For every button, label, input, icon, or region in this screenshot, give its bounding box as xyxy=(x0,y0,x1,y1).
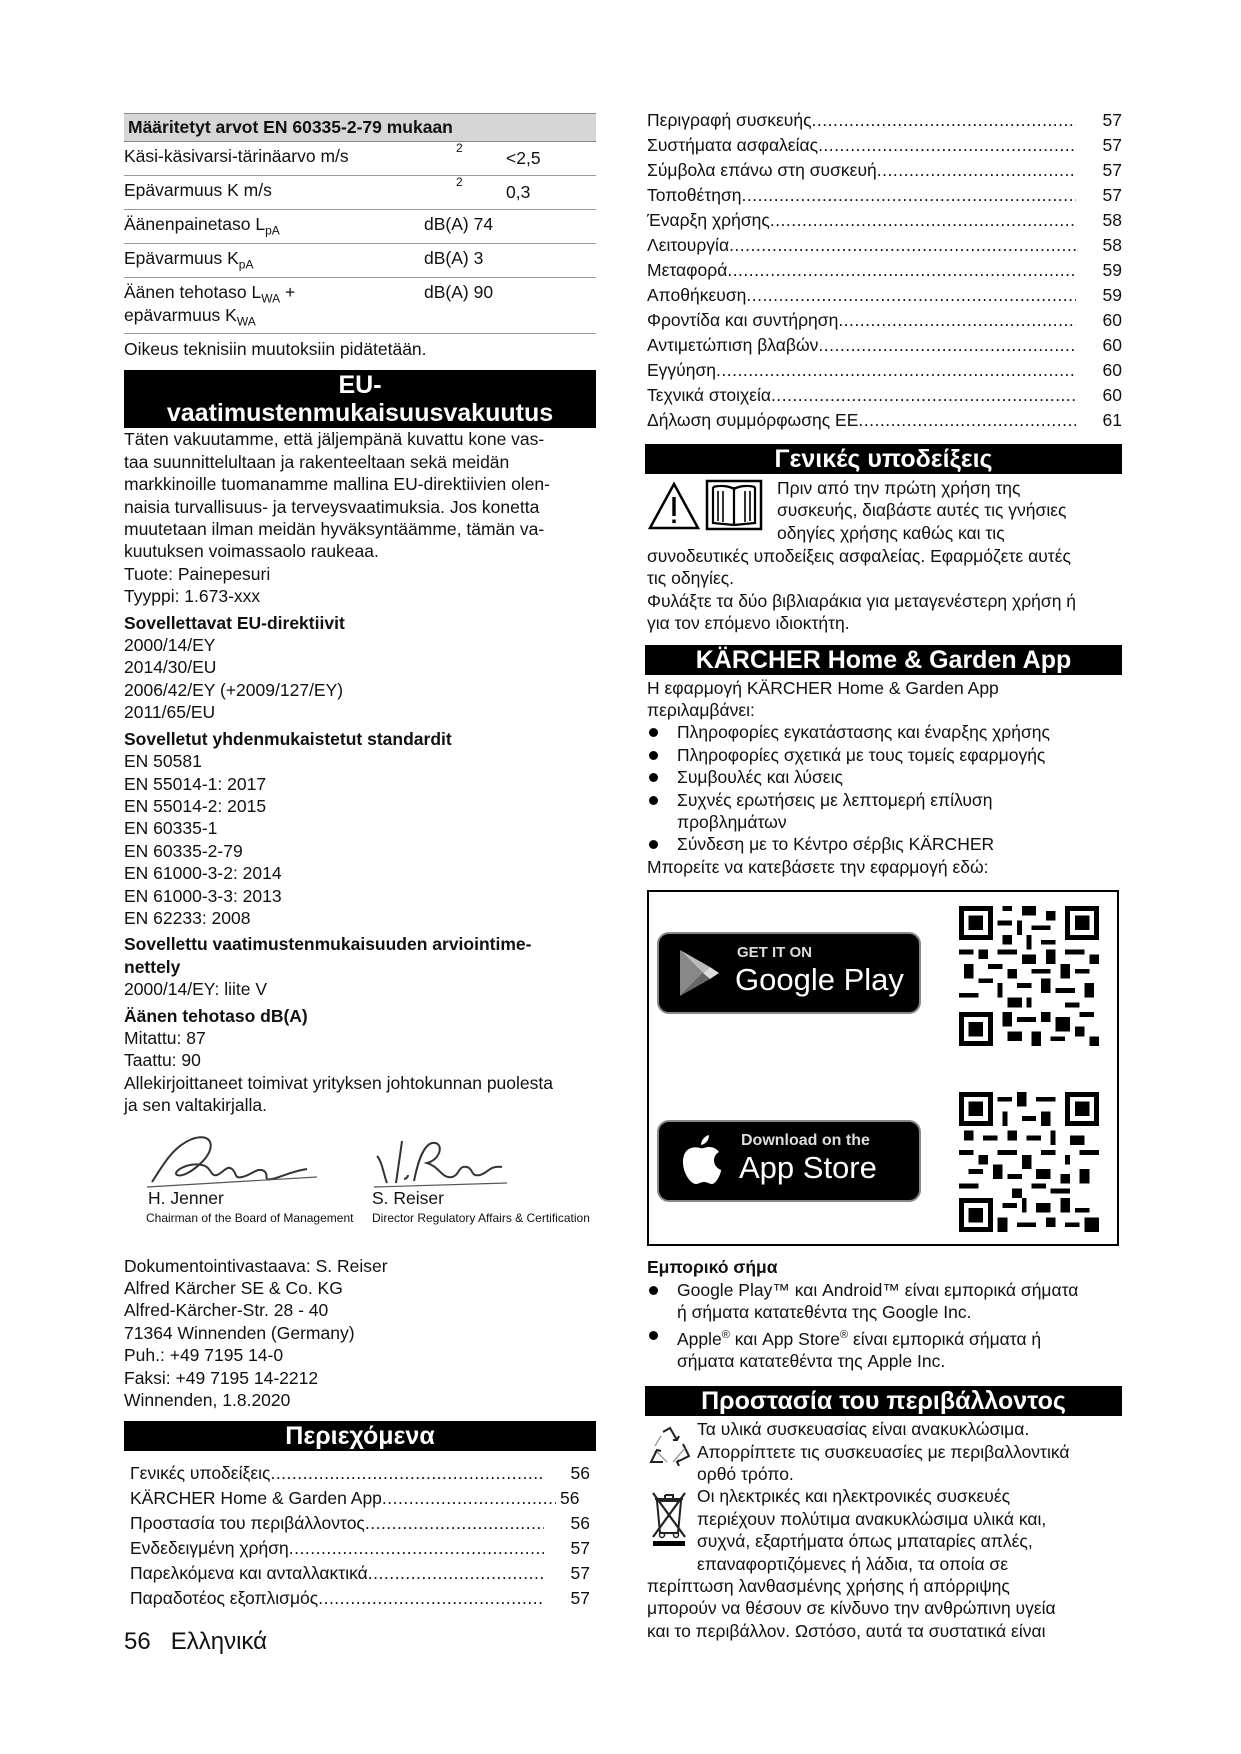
right-column xyxy=(647,108,1122,1642)
general-notes-text xyxy=(777,477,1066,544)
text-line: περίπτωση λανθασμένης χρήσης ή απόρριψης xyxy=(647,1575,1010,1596)
text-line: naisia turvallisuus- ja terveysvaatimuksia. Jos konetta xyxy=(124,496,540,517)
crossed-bin-icon xyxy=(649,1489,689,1547)
toc-item[interactable] xyxy=(647,283,1122,308)
toc-title: Φροντίδα και συντήρηση xyxy=(647,310,839,330)
bullet-text: Συχνές ερωτήσεις με λεπτομερή επίλυση xyxy=(677,789,993,810)
toc-title: Γενικές υποδείξεις xyxy=(130,1463,271,1484)
app-header: KÄRCHER Home & Garden App xyxy=(645,645,1122,675)
text-line: kuutuksen voimassaolo raukeaa. xyxy=(124,541,379,562)
text-line: Faksi: +49 7195 14-2212 xyxy=(124,1367,319,1388)
list-item xyxy=(647,789,1122,834)
text-line: τις οδηγίες. xyxy=(647,568,735,589)
toc-title: Παρελκόμενα και ανταλλακτικά xyxy=(130,1563,368,1584)
toc-page: 60 xyxy=(1102,335,1122,355)
text-line: Puh.: +49 7195 14-0 xyxy=(124,1345,284,1366)
text-line: για τον επόμενο ιδιοκτήτη. xyxy=(647,613,850,634)
toc-item[interactable] xyxy=(130,1486,590,1511)
app-store-big-text: App Store xyxy=(739,1150,877,1186)
text-line: Dokumentointivastaava: S. Reiser xyxy=(124,1255,388,1276)
text-line: Alfred-Kärcher-Str. 28 - 40 xyxy=(124,1300,329,1321)
spec-value: <2,5 xyxy=(506,148,541,168)
toc-leader xyxy=(742,183,1076,208)
address-block xyxy=(124,1255,596,1412)
spec-value: dB(A) 74 xyxy=(424,214,494,234)
toc-leader xyxy=(270,1461,544,1486)
language-label: Ελληνικά xyxy=(170,1628,267,1655)
toc-leader xyxy=(746,283,1076,308)
toc-leader xyxy=(877,158,1076,183)
toc-leader xyxy=(727,258,1076,283)
toc-title: Έναρξη χρήσης xyxy=(647,210,770,230)
text-line: Tyyppi: 1.673-xxx xyxy=(124,586,261,607)
text-line: Alfred Kärcher SE & Co. KG xyxy=(124,1278,343,1298)
spec-sup: 2 xyxy=(456,175,463,189)
text-line: Tuote: Painepesuri xyxy=(124,563,271,584)
spec-table-header: Määritetyt arvot EN 60335-2-79 mukaan xyxy=(124,113,596,142)
spec-row xyxy=(124,210,596,244)
qr-code-apple-icon xyxy=(959,1092,1099,1232)
toc-page: 57 xyxy=(1102,185,1122,205)
toc-title: Περιγραφή συσκευής xyxy=(647,110,812,130)
toc-title: Συστήματα ασφαλείας xyxy=(647,135,819,155)
text-fragment: είναι εμπορικά σήματα ή xyxy=(848,1328,1042,1349)
toc-page: 57 xyxy=(1102,160,1122,180)
text-line: 71364 Winnenden (Germany) xyxy=(124,1322,355,1343)
text-line: taa suunnittelultaan ja rakenteeltaan sekä meidän xyxy=(124,451,510,472)
signature-reiser-icon xyxy=(372,1131,512,1191)
bullet-text: σήματα κατατεθέντα της Apple Inc. xyxy=(677,1350,946,1371)
spec-row xyxy=(124,278,596,334)
eu-header-line: EU- xyxy=(338,371,382,400)
toc-title: Τεχνικά στοιχεία xyxy=(647,385,771,405)
spec-label-suffix: + xyxy=(280,282,296,302)
signer2-name: S. Reiser xyxy=(372,1187,444,1208)
toc-title: Μεταφορά xyxy=(647,260,728,280)
toc-leader xyxy=(729,233,1076,258)
text-line: nettely xyxy=(124,956,181,977)
text-line: και το περιβάλλον. Ωστόσο, αυτά τα συστατικά είναι xyxy=(647,1620,1046,1641)
spec-label xyxy=(124,214,280,238)
list-item: EN 60335-2-79 xyxy=(124,840,243,861)
spec-row xyxy=(124,244,596,278)
spec-row xyxy=(124,142,596,176)
spec-value: dB(A) 3 xyxy=(424,248,484,268)
toc-item[interactable] xyxy=(130,1536,590,1561)
toc-page: 61 xyxy=(1102,410,1122,430)
toc-page: 57 xyxy=(1102,110,1122,130)
bullet-text: προβλημάτων xyxy=(677,812,787,833)
text-line: markkinoille tuomanamme mallina EU-direktiivien olen- xyxy=(124,474,550,495)
text-line: Η εφαρμογή KÄRCHER Home & Garden App xyxy=(647,677,999,698)
toc-item[interactable] xyxy=(130,1461,590,1486)
toc-title: KÄRCHER Home & Garden App xyxy=(130,1488,382,1509)
list-item xyxy=(647,833,1122,855)
eu-declaration-header xyxy=(124,370,596,428)
toc-leader xyxy=(770,208,1076,233)
bullet-text: Συμβουλές και λύσεις xyxy=(677,767,843,788)
toc-list-continued xyxy=(647,108,1122,433)
bullet-text xyxy=(677,1324,1122,1350)
manual-book-icon xyxy=(705,479,763,531)
sound-measured: Mitattu: 87 xyxy=(124,1027,206,1048)
list-item xyxy=(647,721,1122,743)
sound-title: Äänen tehotaso dB(A) xyxy=(124,1005,308,1026)
app-intro xyxy=(647,677,1122,722)
text-line: Sovellettu vaatimustenmukaisuuden arviointime- xyxy=(124,934,532,955)
text-line: ορθό τρόπο. xyxy=(697,1463,794,1484)
toc-page: 60 xyxy=(1102,310,1122,330)
text-line: Täten vakuutamme, että jäljempänä kuvattu kone vas- xyxy=(124,429,545,450)
general-notes-header: Γενικές υποδείξεις xyxy=(645,444,1122,474)
bullet-icon xyxy=(649,1331,658,1340)
spec-note: Oikeus teknisiin muutoksiin pidätetään. xyxy=(124,339,427,359)
page-footer xyxy=(124,1628,267,1656)
list-item: EN 50581 xyxy=(124,751,202,772)
assessment-value: 2000/14/EY: liite V xyxy=(124,979,268,1000)
list-item: EN 61000-3-3: 2013 xyxy=(124,885,282,906)
toc-title: Προστασία του περιβάλλοντος xyxy=(130,1513,365,1534)
google-play-icon xyxy=(677,948,721,998)
toc-item[interactable] xyxy=(647,333,1122,358)
toc-page: 57 xyxy=(570,1563,590,1584)
app-bullets xyxy=(647,721,1122,855)
toc-page: 58 xyxy=(1102,210,1122,230)
list-item xyxy=(647,1324,1122,1373)
spec-label xyxy=(124,282,295,306)
toc-page: 57 xyxy=(570,1538,590,1559)
spec-label-sub: pA xyxy=(265,223,280,238)
text-line: συχνά, εξαρτήματα όπως μπαταρίες απλές, xyxy=(697,1531,1033,1552)
toc-leader xyxy=(365,1511,544,1536)
spec-label-main: Äänenpainetaso L xyxy=(124,214,266,234)
spec-label: Käsi-käsivarsi-tärinäarvo m/s xyxy=(124,146,349,166)
assessment-title xyxy=(124,933,596,978)
toc-item[interactable] xyxy=(647,108,1122,133)
toc-item[interactable] xyxy=(647,383,1122,408)
bullet-icon xyxy=(649,1286,658,1295)
toc-item[interactable] xyxy=(647,183,1122,208)
bullet-text: Σύνδεση με το Κέντρο σέρβις KÄRCHER xyxy=(677,834,995,855)
general-notes-intro xyxy=(647,477,1122,545)
bullet-icon xyxy=(649,751,658,760)
signatories-text: Allekirjoittaneet toimivat yrityksen johtokunnan puolesta xyxy=(124,1072,553,1093)
text-fragment: και App Store xyxy=(729,1328,840,1349)
google-play-small-text: GET IT ON xyxy=(737,944,812,962)
toc-leader xyxy=(716,358,1076,383)
eu-header-line: vaatimustenmukaisuusvakuutus xyxy=(166,399,554,428)
bullet-text: Πληροφορίες σχετικά με τους τομείς εφαρμογής xyxy=(677,744,1046,765)
spec-value: dB(A) 90 xyxy=(424,282,494,302)
toc-leader xyxy=(289,1536,544,1561)
toc-item[interactable] xyxy=(130,1561,590,1586)
spec-label-2 xyxy=(124,305,256,329)
trademark-title: Εμπορικό σήμα xyxy=(647,1257,778,1278)
toc-page: 60 xyxy=(1102,360,1122,380)
toc-title: Αντιμετώπιση βλαβών xyxy=(647,335,819,355)
toc-page: 56 xyxy=(560,1488,580,1509)
toc-leader xyxy=(318,1586,544,1611)
qr-code-google-icon xyxy=(959,906,1099,1046)
list-item: EN 62233: 2008 xyxy=(124,907,251,928)
standards-list xyxy=(124,750,596,929)
spec-sup: 2 xyxy=(456,141,463,155)
directives-list xyxy=(124,634,596,724)
bullet-text: Πληροφορίες εγκατάστασης και έναρξης χρήσης xyxy=(677,722,1050,743)
toc-leader xyxy=(838,308,1076,333)
recycling-block xyxy=(647,1418,1122,1485)
spec-label-main: epävarmuus K xyxy=(124,305,237,325)
list-item: 2000/14/EY xyxy=(124,635,216,656)
toc-title: Σύμβολα επάνω στη συσκευή xyxy=(647,160,877,180)
toc-item[interactable] xyxy=(647,208,1122,233)
toc-page: 59 xyxy=(1102,260,1122,280)
toc-title: Λειτουργία xyxy=(647,235,730,255)
bullet-icon xyxy=(649,840,658,849)
toc-leader xyxy=(812,108,1076,133)
general-notes-body xyxy=(647,545,1122,635)
toc-item[interactable] xyxy=(647,358,1122,383)
toc-item[interactable] xyxy=(647,233,1122,258)
text-line: Απορρίπτετε τις συσκευασίες με περιβαλλοντικά xyxy=(697,1441,1070,1462)
list-item xyxy=(647,1279,1122,1324)
registered-mark: ® xyxy=(839,1328,849,1341)
app-store-small-text: Download on the xyxy=(741,1132,870,1150)
signatures-block xyxy=(124,1117,596,1255)
recycling-icon xyxy=(649,1426,691,1466)
signer2-title: Director Regulatory Affairs & Certification xyxy=(372,1210,590,1225)
app-store-button[interactable] xyxy=(657,1120,921,1202)
toc-item[interactable] xyxy=(647,133,1122,158)
bullet-icon xyxy=(649,796,658,805)
list-item: 2014/30/EU xyxy=(124,657,217,678)
toc-leader xyxy=(368,1561,544,1586)
list-item xyxy=(647,744,1122,766)
toc-title: Παραδοτέος εξοπλισμός xyxy=(130,1588,319,1609)
app-download-text: Μπορείτε να κατεβάσετε την εφαρμογή εδώ: xyxy=(647,856,989,877)
spec-label-main: Epävarmuus K xyxy=(124,248,239,268)
spec-label: Epävarmuus K m/s xyxy=(124,180,272,200)
text-line: συνοδευτικές υποδείξεις ασφαλείας. Εφαρμόζετε αυτές xyxy=(647,546,1071,566)
toc-page: 60 xyxy=(1102,385,1122,405)
toc-leader xyxy=(858,408,1076,433)
google-play-big-text: Google Play xyxy=(735,962,904,998)
bullet-text: ή σήματα κατατεθέντα της Google Inc. xyxy=(677,1302,972,1323)
text-line: περιέχουν πολύτιμα ανακυκλώσιμα υλικά και, xyxy=(697,1508,1047,1529)
text-line: muutetaan ilman meidän hyväksyntäämme, tämän va- xyxy=(124,519,545,540)
apple-logo-icon xyxy=(679,1134,721,1186)
spec-label-sub: WA xyxy=(236,314,256,329)
toc-item[interactable] xyxy=(647,258,1122,283)
registered-mark: ® xyxy=(721,1328,730,1341)
text-line: Winnenden, 1.8.2020 xyxy=(124,1390,291,1411)
spec-label-main: Äänen tehotaso L xyxy=(124,282,262,302)
toc-title: Αποθήκευση xyxy=(647,285,747,305)
toc-title: Εγγύηση xyxy=(647,360,717,380)
spec-row xyxy=(124,176,596,210)
text-line: μπορούν να θέσουν σε κίνδυνο την ανθρώπινη υγεία xyxy=(647,1598,1056,1619)
toc-page: 57 xyxy=(1102,135,1122,155)
toc-page: 59 xyxy=(1102,285,1122,305)
standards-title: Sovelletut yhdenmukaistetut standardit xyxy=(124,728,452,749)
toc-title: Ενδεδειγμένη χρήση xyxy=(130,1538,289,1559)
page-number: 56 xyxy=(124,1628,151,1655)
list-item: EN 60335-1 xyxy=(124,818,218,839)
toc-page: 56 xyxy=(570,1513,590,1534)
bullet-text: Google Play™ και Android™ είναι εμπορικά σήματα xyxy=(677,1279,1079,1300)
toc-leader xyxy=(818,333,1076,358)
google-play-button[interactable] xyxy=(657,932,921,1014)
text-line: Πριν από την πρώτη χρήση της xyxy=(777,478,1021,498)
contents-header: Περιεχόμενα xyxy=(124,1421,596,1451)
bullet-icon xyxy=(649,728,658,737)
spec-label-sub: pA xyxy=(238,257,254,272)
spec-label-sub: WA xyxy=(261,291,281,306)
weee-block xyxy=(647,1485,1122,1575)
text-line: περιλαμβάνει: xyxy=(647,700,755,721)
left-column xyxy=(124,113,596,1611)
list-item: 2011/65/EU xyxy=(124,702,216,723)
toc-item[interactable] xyxy=(647,158,1122,183)
toc-item[interactable] xyxy=(647,408,1122,433)
text-line: Οι ηλεκτρικές και ηλεκτρονικές συσκευές xyxy=(697,1486,1011,1507)
list-item: EN 55014-1: 2017 xyxy=(124,773,267,794)
text-line: επαναφορτιζόμενες ή λάδια, τα οποία σε xyxy=(697,1553,1009,1574)
bullet-icon xyxy=(649,773,658,782)
signer1-name: H. Jenner xyxy=(148,1187,224,1208)
list-item: EN 61000-3-2: 2014 xyxy=(124,863,282,884)
toc-page: 58 xyxy=(1102,235,1122,255)
eu-paragraph xyxy=(124,428,596,607)
toc-leader xyxy=(771,383,1076,408)
toc-page: 56 xyxy=(570,1463,590,1484)
environment-header: Προστασία του περιβάλλοντος xyxy=(645,1386,1122,1416)
toc-item[interactable] xyxy=(130,1511,590,1536)
toc-title: Δήλωση συμμόρφωσης ΕΕ xyxy=(647,410,859,430)
text-line: οδηγίες χρήσης καθώς και τις xyxy=(777,522,1005,543)
text-line: Φυλάξτε τα δύο βιβλιαράκια για μεταγενέστερη χρήση ή xyxy=(647,590,1077,611)
toc-title: Τοποθέτηση xyxy=(647,185,742,205)
list-item: EN 55014-2: 2015 xyxy=(124,795,267,816)
toc-list xyxy=(124,1461,596,1611)
toc-leader xyxy=(382,1486,556,1511)
directives-title: Sovellettavat EU-direktiivit xyxy=(124,612,345,633)
sound-guaranteed: Taattu: 90 xyxy=(124,1050,201,1071)
list-item xyxy=(647,766,1122,788)
text-line: Τα υλικά συσκευασίας είναι ανακυκλώσιμα. xyxy=(697,1419,1030,1440)
spec-value: 0,3 xyxy=(506,182,531,202)
toc-item[interactable] xyxy=(647,308,1122,333)
signer1-title: Chairman of the Board of Management xyxy=(146,1210,354,1225)
toc-item[interactable] xyxy=(130,1586,590,1611)
toc-leader xyxy=(818,133,1076,158)
app-download-box xyxy=(647,890,1119,1246)
warning-triangle-icon xyxy=(647,481,701,531)
text-fragment: Apple xyxy=(677,1328,722,1349)
toc-page: 57 xyxy=(570,1588,590,1609)
spec-label xyxy=(124,248,253,272)
text-line: συσκευής, διαβάστε αυτές τις γνήσιες xyxy=(777,500,1067,521)
list-item: 2006/42/EY (+2009/127/EY) xyxy=(124,679,344,700)
signatories-text: ja sen valtakirjalla. xyxy=(124,1095,267,1116)
environment-body xyxy=(647,1575,1122,1642)
